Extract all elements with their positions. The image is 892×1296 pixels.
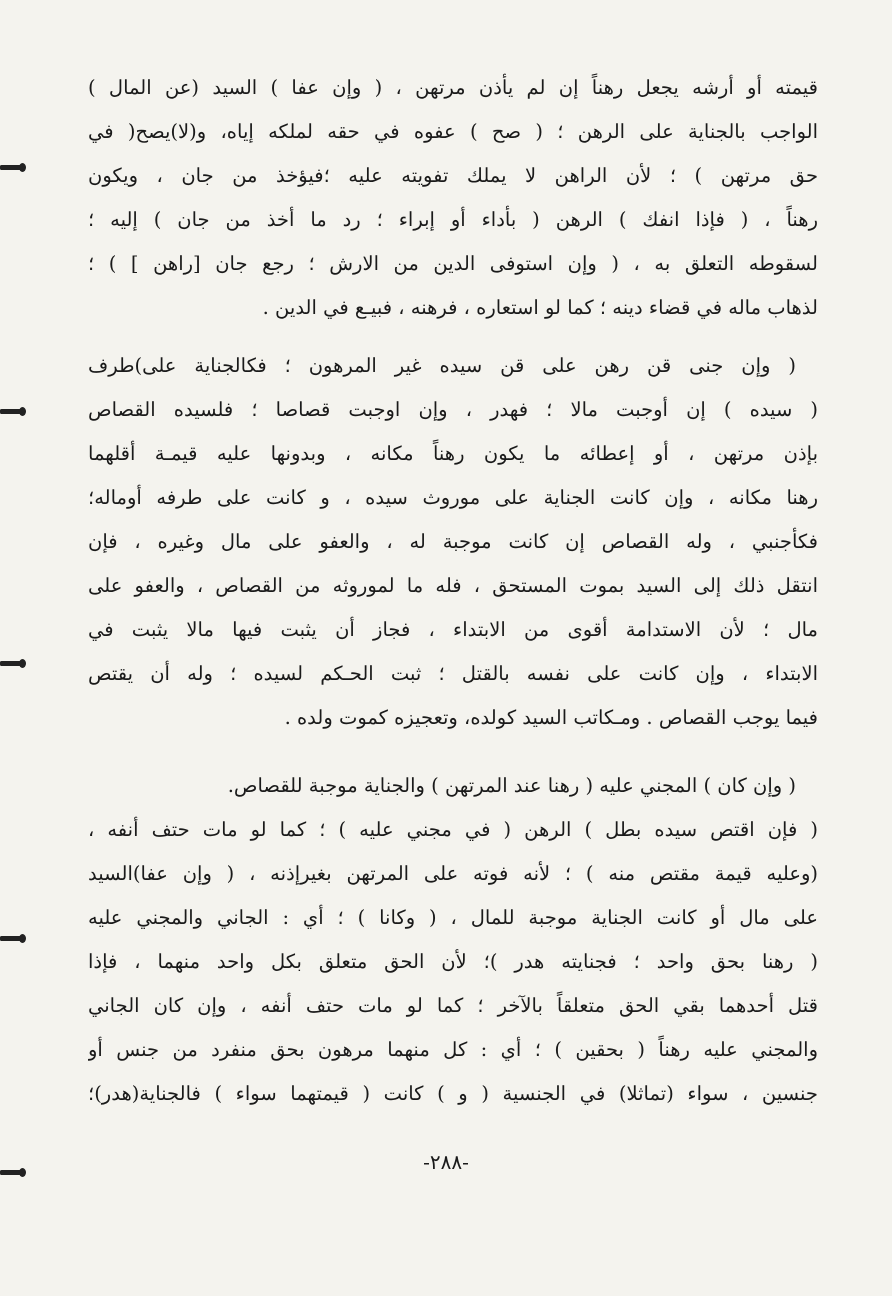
text-line: (وعليه قيمة مقتص منه ) ؛ لأنه فوته على المرتهن بغيرإذنه ، ( وإن عفا)السيد (88, 862, 818, 885)
text-line: والمجني عليه رهناً ( بحقين ) ؛ أي : كل منهما مرهون بحق منفرد من جنس أو (88, 1038, 818, 1061)
text-line: لسقوطه التعلق به ، ( وإن استوفى الدين من الارش ؛ رجع جان [راهن ] ) ؛ (88, 252, 818, 275)
text-line: رهنا مكانه ، وإن كانت الجناية على موروث سيده ، و كانت على طرفه أوماله؛ (88, 486, 818, 509)
text-line: ( رهنا بحق واحد ؛ فجنايته هدر )؛ لأن الحق متعلق بكل واحد منهما ، فإذا (88, 950, 818, 973)
text-line: انتقل ذلك إلى السيد بموت المستحق ، فله ما لموروثه من القصاص ، والعفو على (88, 574, 818, 597)
text-line: لذهاب ماله في قضاء دينه ؛ كما لو استعاره ، فرهنه ، فبيـع في الدين . (262, 296, 818, 319)
text-line: ( وإن كان ) المجني عليه ( رهنا عند المرتهن ) والجناية موجبة للقصاص. (227, 774, 796, 797)
page-number: -٢٨٨- (423, 1150, 469, 1174)
text-line: رهناً ، ( فإذا انفك ) الرهن ( بأداء أو إبراء ؛ رد ما أخذ من جان ) إليه ؛ (88, 208, 818, 231)
text-line: جنسين ، سواء (تماثلا) في الجنسية ( و ) كانت ( قيمتهما سواء ) فالجناية(هدر)؛ (88, 1082, 818, 1105)
text-line: قتل أحدهما بقي الحق متعلقاً بالآخر ؛ كما لو مات حتف أنفه ، وإن كان الجاني (88, 994, 818, 1017)
paragraph-2 (88, 344, 818, 740)
text-line: على مال أو كانت الجناية موجبة للمال ، ( وكانا ) ؛ أي : الجاني والمجني عليه (88, 906, 818, 929)
text-line: بإذن مرتهن ، أو إعطائه ما يكون رهناً مكانه ، وبدونها عليه قيمـة أقلهما (88, 442, 818, 465)
margin-mark-2 (0, 409, 22, 414)
text-line: قيمته أو أرشه يجعل رهناً إن لم يأذن مرتهن ، ( وإن عفا ) السيد (عن المال ) (88, 76, 818, 99)
text-line: فيما يوجب القصاص . ومـكاتب السيد كولده، وتعجيزه كموت ولده . (284, 706, 818, 729)
text-line: الابتداء ، وإن كانت على نفسه بالقتل ؛ ثبت الحـكم لسيده ؛ وله أن يقتص (88, 662, 818, 685)
paragraph-1 (88, 66, 818, 330)
margin-mark-4 (0, 936, 22, 941)
text-line: حق مرتهن ) ؛ لأن الراهن لا يملك تفويته عليه ؛فيؤخذ من جان ، ويكون (88, 164, 818, 187)
margin-mark-1 (0, 165, 22, 170)
paragraph-3 (88, 764, 818, 1116)
text-line: ( فإن اقتص سيده بطل ) الرهن ( في مجني عليه ) ؛ كما لو مات حتف أنفه ، (88, 818, 818, 841)
text-line: مال ؛ لأن الاستدامة أقوى من الابتداء ، فجاز أن يثبت فيها مالا يثبت في (88, 618, 818, 641)
text-line: فكأجنبي ، وله القصاص إن كانت موجبة له ، والعفو على مال وغيره ، فإن (88, 530, 818, 553)
margin-mark-3 (0, 661, 22, 666)
text-line: ( سيده ) إن أوجبت مالا ؛ فهدر ، وإن اوجبت قصاصا ؛ فلسيده القصاص (88, 398, 818, 421)
text-line: ( وإن جنى قن رهن على قن سيده غير المرهون ؛ فكالجناية على)طرف (88, 354, 796, 377)
text-line: الواجب بالجناية على الرهن ؛ ( صح ) عفوه في حقه لملكه إياه، و(لا)يصح( في (88, 120, 818, 143)
